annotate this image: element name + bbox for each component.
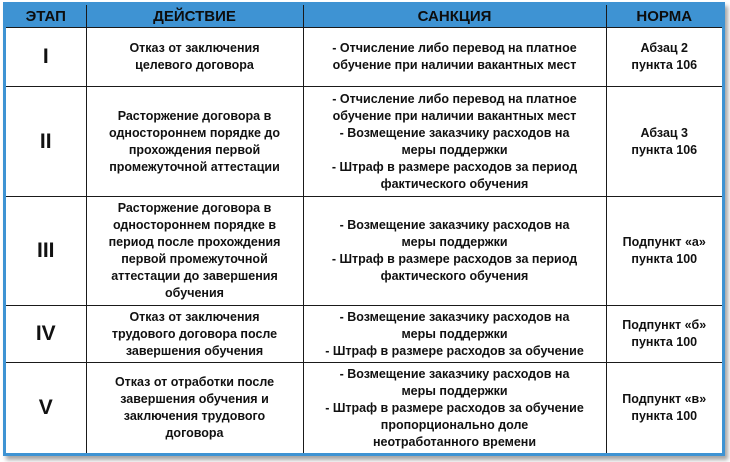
sanction-line: фактического обучения <box>380 269 529 283</box>
action-line: завершения обучения и <box>120 392 269 406</box>
action-cell <box>86 197 303 306</box>
sanction-line: обучение при наличии вакантных мест <box>332 108 577 123</box>
action-line: промежуточной аттестации <box>109 159 280 174</box>
header-stage: ЭТАП <box>6 5 86 28</box>
norm-cell <box>606 306 722 363</box>
sanction-cell <box>303 28 606 87</box>
action-line: заключения трудового <box>123 409 266 423</box>
action-line: Отказ от отработки после <box>114 375 275 389</box>
stage-cell: V <box>6 363 86 454</box>
sanction-line: - Штраф в размере расходов за обучение <box>325 400 584 415</box>
action-line: прохождения первой <box>128 142 261 157</box>
sanctions-table-frame <box>3 2 725 456</box>
action-line: завершения обучения <box>125 343 264 358</box>
sanction-line: - Штраф в размере расходов за период <box>331 252 578 266</box>
sanctions-table <box>6 5 722 453</box>
norm-line: Подпункт «а» <box>622 235 706 249</box>
sanction-line: - Возмещение заказчику расходов на <box>339 218 570 232</box>
table-row <box>6 197 722 306</box>
table-row <box>6 28 722 87</box>
norm-line: Абзац 3 <box>640 125 689 140</box>
norm-line: пункта 106 <box>631 58 698 72</box>
action-line: одностороннем порядке в <box>112 218 277 232</box>
action-cell <box>86 28 303 87</box>
sanction-line: меры поддержки <box>401 235 508 249</box>
sanction-line: - Возмещение заказчику расходов на <box>339 366 570 381</box>
action-cell <box>86 363 303 454</box>
action-line: Отказ от заключения <box>129 309 260 324</box>
action-line: аттестации до завершения <box>111 269 278 283</box>
table-body <box>6 28 722 454</box>
table-header-row <box>6 5 722 28</box>
norm-line: пункта 100 <box>631 409 698 423</box>
sanction-line: меры поддержки <box>401 326 508 341</box>
sanction-cell <box>303 363 606 454</box>
norm-line: Абзац 2 <box>640 41 689 55</box>
action-line: Отказ от заключения <box>129 41 260 55</box>
action-line: Расторжение договора в <box>117 201 272 215</box>
table-row <box>6 87 722 197</box>
action-line: обучения <box>165 286 224 300</box>
norm-cell <box>606 197 722 306</box>
header-action: ДЕЙСТВИЕ <box>86 5 303 28</box>
sanction-line: - Штраф в размере расходов за период <box>331 159 578 174</box>
sanction-cell <box>303 87 606 197</box>
table-row <box>6 363 722 454</box>
norm-cell <box>606 87 722 197</box>
norm-line: Подпункт «б» <box>622 318 707 332</box>
action-line: трудового договора после <box>111 326 278 341</box>
sanction-line: фактического обучения <box>380 176 529 191</box>
action-line: одностороннем порядке до <box>109 125 280 140</box>
sanction-line: - Возмещение заказчику расходов на <box>339 125 570 140</box>
stage-cell: I <box>6 28 86 87</box>
action-cell <box>86 306 303 363</box>
sanction-line: - Отчисление либо перевод на платное <box>332 91 577 106</box>
sanction-line: пропорционально доле <box>380 417 529 432</box>
sanction-line: меры поддержки <box>401 383 508 398</box>
stage-cell: II <box>6 87 86 197</box>
action-line: Расторжение договора в <box>117 108 272 123</box>
sanction-line: меры поддержки <box>401 142 508 157</box>
header-sanction: САНКЦИЯ <box>303 5 606 28</box>
norm-cell <box>606 28 722 87</box>
stage-cell: IV <box>6 306 86 363</box>
norm-line: пункта 100 <box>631 335 698 349</box>
action-line: первой промежуточной <box>121 252 268 266</box>
norm-line: пункта 100 <box>631 252 698 266</box>
norm-line: пункта 106 <box>631 142 698 157</box>
sanction-line: - Отчисление либо перевод на платное <box>332 41 577 55</box>
sanction-cell <box>303 197 606 306</box>
sanction-cell <box>303 306 606 363</box>
action-line: период после прохождения <box>108 235 281 249</box>
norm-line: Подпункт «в» <box>622 392 707 406</box>
action-line: договора <box>165 426 224 440</box>
table-row <box>6 306 722 363</box>
sanction-line: неотработанного времени <box>372 434 537 449</box>
norm-cell <box>606 363 722 454</box>
action-cell <box>86 87 303 197</box>
sanction-line: обучение при наличии вакантных мест <box>332 58 577 72</box>
action-line: целевого договора <box>135 58 254 72</box>
header-norm: НОРМА <box>606 5 722 28</box>
sanction-line: - Возмещение заказчику расходов на <box>339 309 570 324</box>
sanction-line: - Штраф в размере расходов за обучение <box>325 343 584 358</box>
stage-cell: III <box>6 197 86 306</box>
